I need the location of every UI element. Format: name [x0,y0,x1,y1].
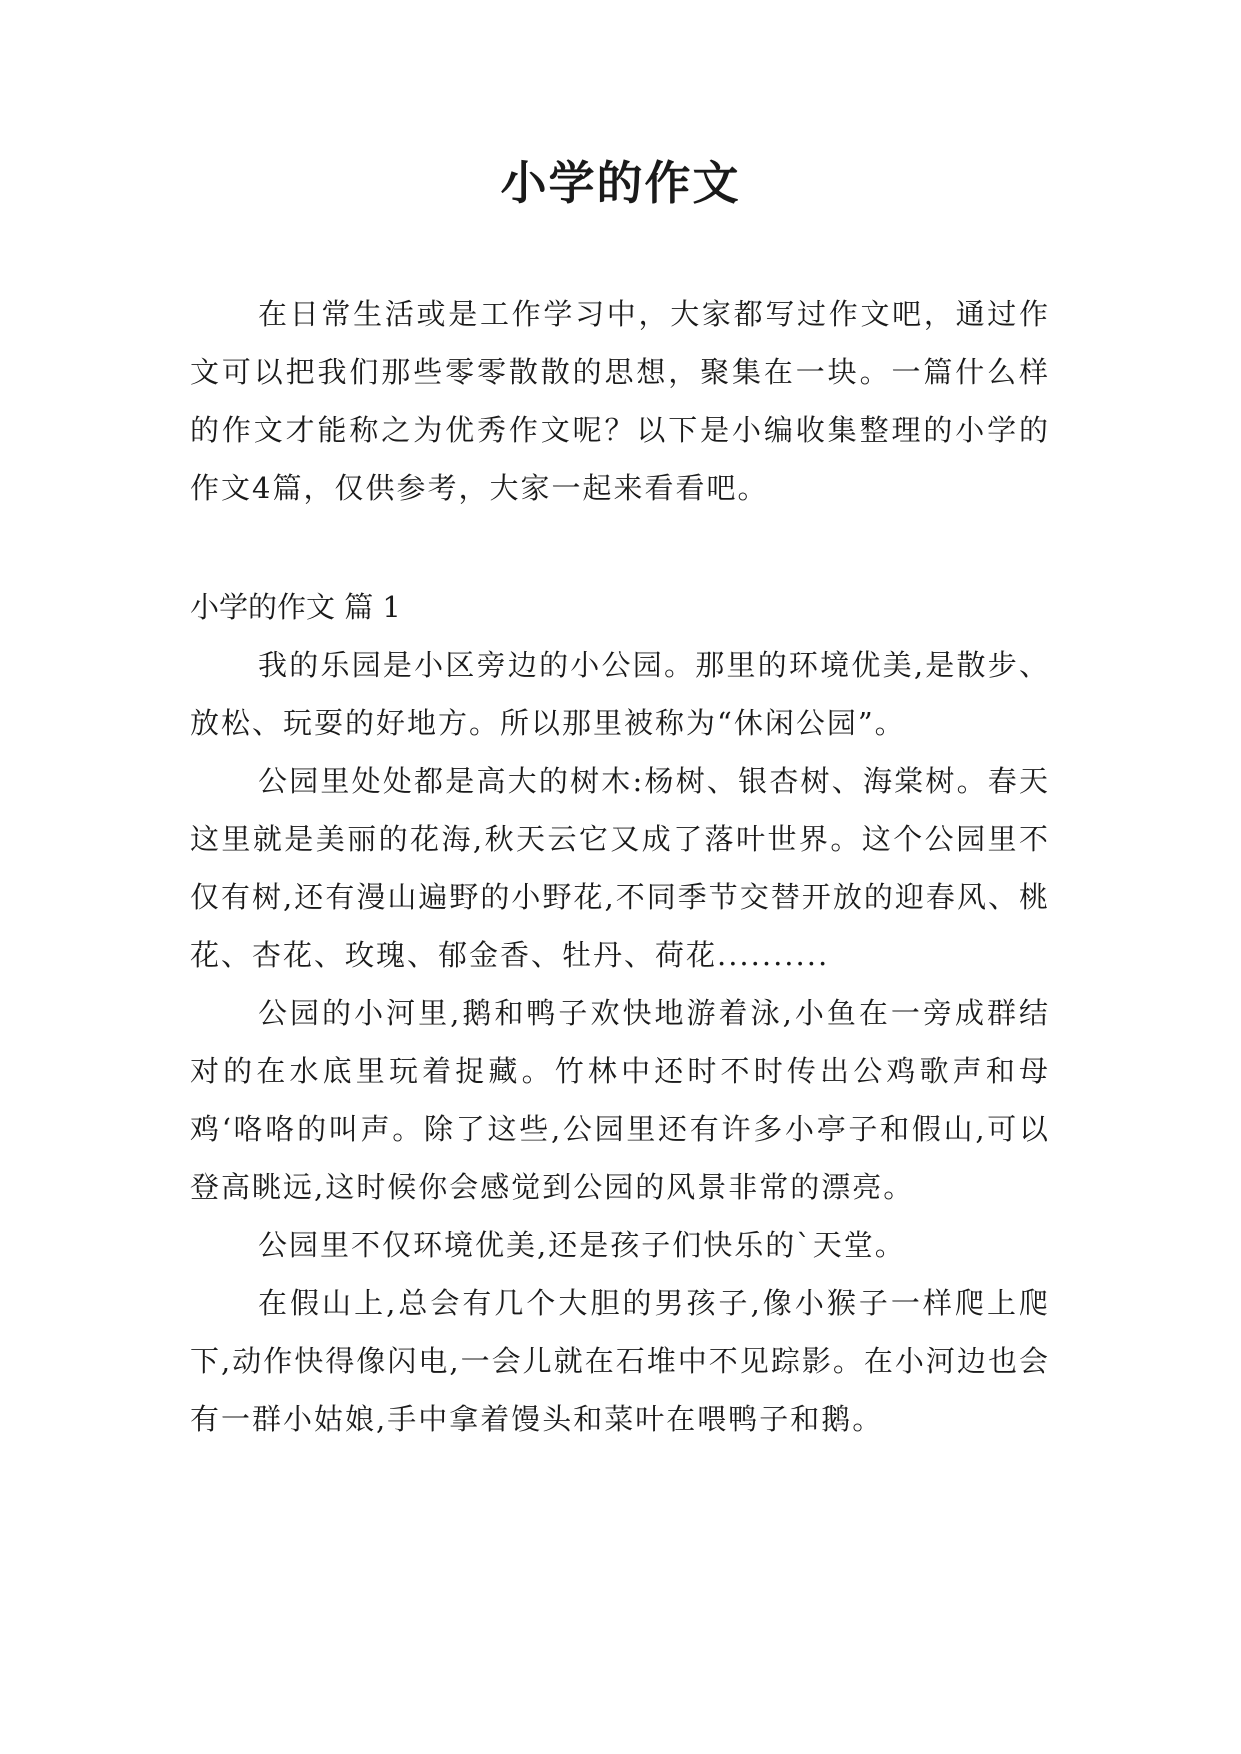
essay-body [190,636,1050,1448]
essay-paragraph: 我的乐园是小区旁边的小公园。那里的环境优美,是散步、放松、玩耍的好地方。所以那里被称为“休闲公园”。 [190,648,1050,740]
essay-paragraph: 在假山上,总会有几个大胆的男孩子,像小猴子一样爬上爬下,动作快得像闪电,一会儿就在石堆中不见踪影。在小河边也会有一群小姑娘,手中拿着馒头和菜叶在喂鸭子和鹅。 [190,1286,1050,1436]
essay-paragraph: 公园的小河里,鹅和鸭子欢快地游着泳,小鱼在一旁成群结对的在水底里玩着捉藏。竹林中还时不时传出公鸡歌声和母鸡‘咯咯的叫声。除了这些,公园里还有许多小亭子和假山,可以登高眺远,这时候你会感觉到公园的风景非常的漂亮。 [190,996,1050,1204]
essay-paragraph: 公园里不仅环境优美,还是孩子们快乐的`天堂。 [258,1228,906,1262]
section-heading: 小学的作文 篇 1 [190,590,401,624]
intro-paragraph: 在日常生活或是工作学习中，大家都写过作文吧，通过作文可以把我们那些零零散散的思想，聚集在一块。一篇什么样的作文才能称之为优秀作文呢？以下是小编收集整理的小学的作文4篇，仅供参考，大家一起来看看吧。 [190,297,1050,505]
essay-paragraph: 公园里处处都是高大的树木:杨树、银杏树、海棠树。春天这里就是美丽的花海,秋天云它又成了落叶世界。这个公园里不仅有树,还有漫山遍野的小野花,不同季节交替开放的迎春风、桃花、杏花、玫瑰、郁金香、牡丹、荷花.......... [190,764,1050,972]
document-title: 小学的作文 [500,156,741,210]
